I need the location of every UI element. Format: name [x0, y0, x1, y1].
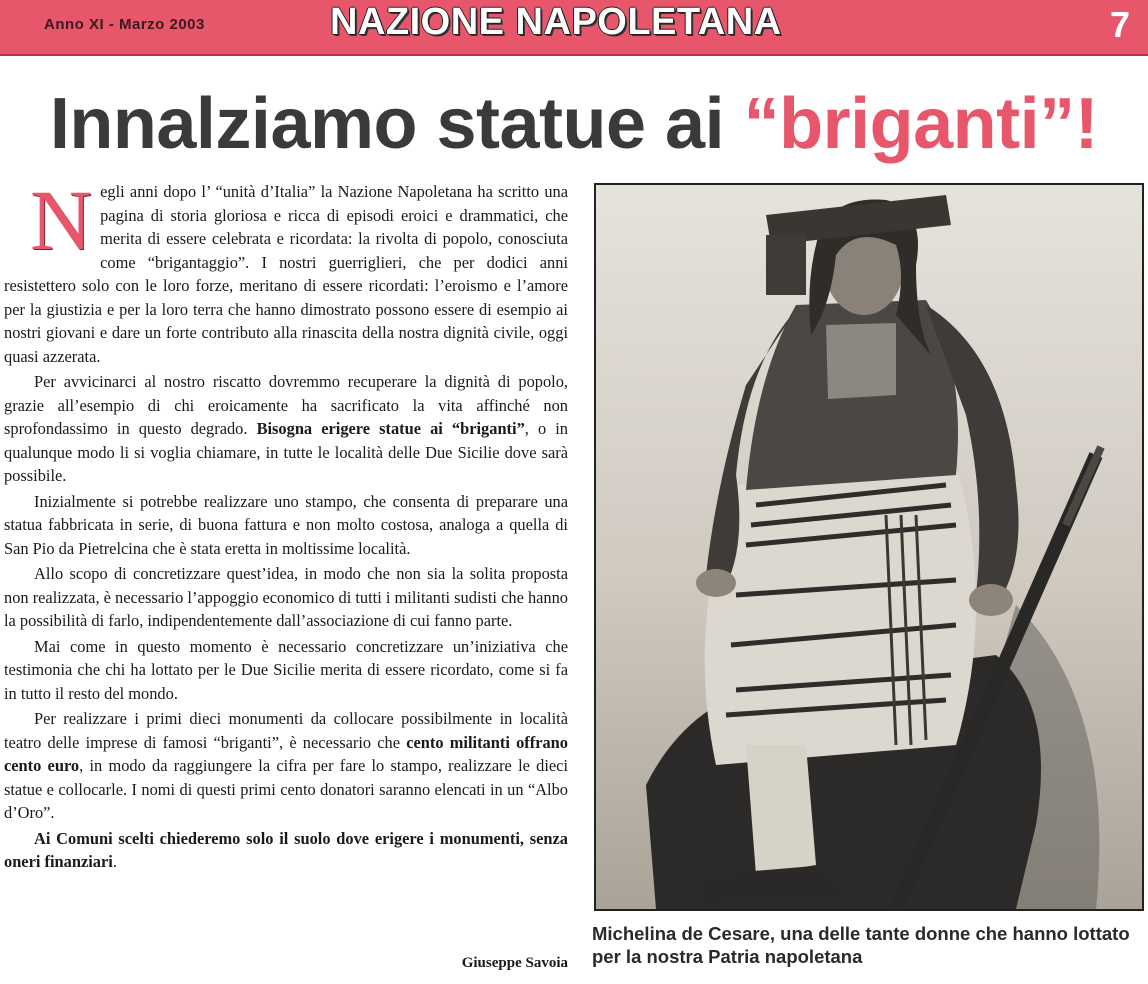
paragraph-2-tail: , o in qualunque modo li si voglia chiamare, in tutte le località delle Due Sicilie dove sarà possibile. — [4, 419, 568, 485]
paragraph-7-bold: Ai Comuni scelti chiederemo solo il suolo dove erigere i monumenti, senza oneri finanziari — [4, 828, 568, 871]
paragraph-6-bold: cento militanti offrano cento euro — [4, 732, 568, 775]
article-body — [4, 172, 568, 876]
paragraph-7 — [4, 827, 568, 874]
paragraph-6-text: Per realizzare i primi dieci monumenti da collocare possibilmente in località teatro delle imprese di famosi “briganti”, è necessario che — [4, 709, 568, 752]
drop-cap: N — [30, 172, 93, 268]
paragraph-3: Inizialmente si potrebbe realizzare uno stampo, che consenta di preparare una statua fabbricata in serie, di buona fattura e non molto costosa, analoga a quella di San Pio da Pietrelcina che è stata eretta in moltissime località. — [4, 491, 568, 558]
paragraph-2-bold: Bisogna erigere statue ai “briganti” — [256, 419, 525, 438]
paragraph-5: Mai come in questo momento è necessario concretizzare un’iniziativa che testimonia che chi ha lottato per le Due Sicilie merita di essere ricordato, come si fa in tutto il resto del mondo. — [4, 636, 568, 703]
photo-caption: Michelina de Cesare, una delle tante donne che hanno lottato per la nostra Patria napoletana — [592, 923, 1130, 967]
issue-date: Anno XI - Marzo 2003 — [44, 16, 205, 33]
masthead — [0, 0, 1148, 56]
paragraph-4: Allo scopo di concretizzare quest’idea, in modo che non sia la solita proposta non realizzata, è necessario l’appoggio economico di tutti i militanti sudisti che hanno la possibilità di farlo, indipendentemente dall’associazione di cui fanno parte. — [4, 564, 568, 630]
page-number: 7 — [1109, 4, 1131, 45]
historical-photo — [594, 183, 1144, 911]
paragraph-1 — [4, 172, 568, 368]
byline: Giuseppe Savoia — [461, 955, 568, 971]
paragraph-2 — [4, 370, 568, 488]
headline — [0, 82, 1148, 166]
paragraph-6 — [4, 707, 568, 825]
portrait-illustration — [596, 185, 1142, 909]
headline-accent: “briganti”! — [743, 84, 1099, 164]
paragraph-1-text: egli anni dopo l’ “unità d’Italia” la Nazione Napoletana ha scritto una pagina di storia gloriosa e ricca di episodi eroici e drammatici, che merita di essere celebrata e ricordata: la rivolta di popolo, conosciuta come “brigantaggio”. I nostri guerriglieri, che per dodici anni resistettero solo con le loro forze, meritano di essere ricordati: l’eroismo e l’amore per la giustizia e per la loro terra che hanno dimostrato possono essere di esempio ai nostri giovani e dare un forte contributo alla rinascita della nostra dignità civile, oggi quasi azzerata. — [4, 182, 568, 366]
newspaper-title: NAZIONE NAPOLETANA — [330, 1, 782, 43]
paragraph-6-tail: , in modo da raggiungere la cifra per fare lo stampo, realizzare le dieci statue e collocarle. I nomi di questi primi cento donatori saranno elencati in un “Albo d’Oro”. — [4, 756, 568, 822]
paragraph-2-text: Per avvicinarci al nostro riscatto dovremmo recuperare la dignità di popolo, grazie all’esempio di chi eroicamente ha sacrificato la vita affinché non sprofondassimo in questo degrado. — [4, 372, 568, 438]
headline-main: Innalziamo statue ai — [49, 84, 744, 164]
paragraph-7-tail: . — [112, 852, 117, 871]
